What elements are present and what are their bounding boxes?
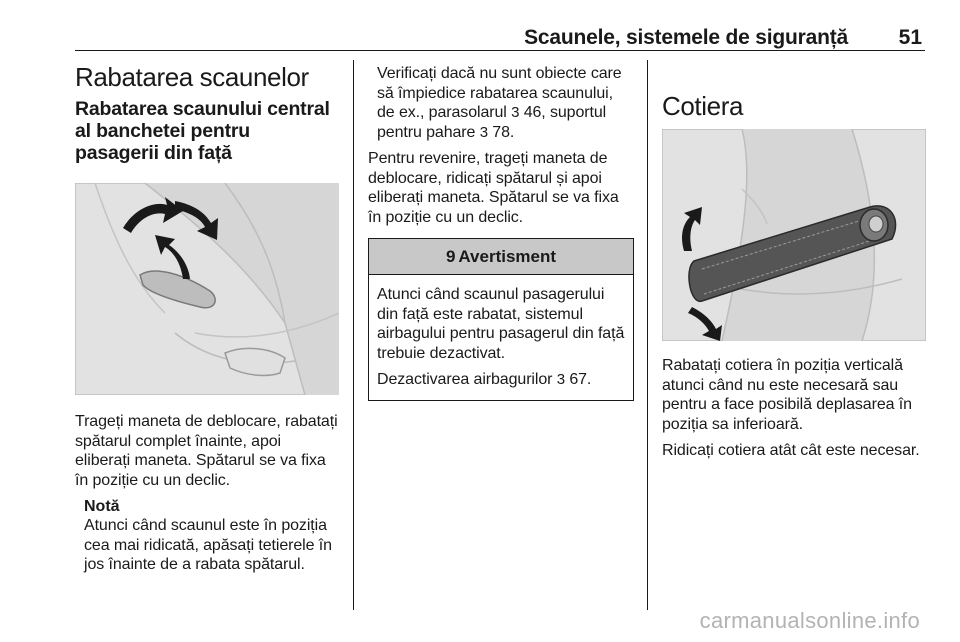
column-2 [368,64,634,401]
header-rule [75,50,925,51]
watermark: carmanualsonline.info [699,608,920,633]
warning-reference [377,370,625,390]
seat-folding-illustration [75,183,339,395]
text: 78. [487,123,515,141]
warning-text: Atunci când scaunul pasagerului din față este rabatat, sistemul airbagului pentru pasagerul din față trebuie dezactivat. [377,286,625,362]
section-title-folding-seats: Rabatarea scaunelor [75,62,309,92]
column-divider-1 [353,60,354,610]
text: 67. [564,371,592,388]
paragraph-armrest-fold: Rabatați cotiera în poziția verticală atunci când nu este necesară sau pentru a face posibilă deplasarea în poziția sa inferioară. [662,357,912,433]
warning-header [369,239,633,275]
text: Verificați dacă nu sunt obiecte care să împiedice rabatarea scaunului, de ex., parasolarul [377,65,622,121]
column-3 [662,57,926,468]
column-divider-2 [647,60,648,610]
warning-body [369,275,633,400]
reference-icon: 3 [479,123,488,141]
paragraph-check-objects [368,64,634,142]
subsection-title: Rabatarea scaunului central al banchetei pentru pasagerii din față [75,98,330,164]
note-block [75,497,339,575]
page-number: 51 [898,26,922,49]
paragraph-return: Pentru revenire, trageți maneta de deblocare, ridicați spătarul și apoi eliberați maneta. Spătarul se va fixa în poziție cu un declic. [368,150,619,226]
paragraph: Trageți maneta de deblocare, rabatați spătarul complet înainte, apoi eliberați maneta. Spătarul se va fixa în poziție cu un declic. [75,413,338,489]
column-1 [75,57,339,582]
warning-title: Avertisment [458,246,557,266]
paragraph-armrest-raise: Ridicați cotiera atât cât este necesar. [662,442,920,459]
reference-icon: 3 [556,371,565,388]
header-title: Scaunele, sistemele de siguranță [524,26,848,49]
armrest-illustration [662,129,926,341]
reference-icon: 3 [511,104,520,121]
section-title-armrest: Cotiera [662,91,744,121]
note-text: Atunci când scaunul este în poziția cea mai ridicată, apăsați tetierele în jos înainte de a rabata spătarul. [84,517,332,573]
text: 46, suportul pentru pahare [377,104,607,141]
text: Dezactivarea airbagurilor [377,371,557,388]
warning-box [368,238,634,401]
warning-triangle-icon: 9 [445,246,456,266]
note-title: Notă [84,498,120,515]
